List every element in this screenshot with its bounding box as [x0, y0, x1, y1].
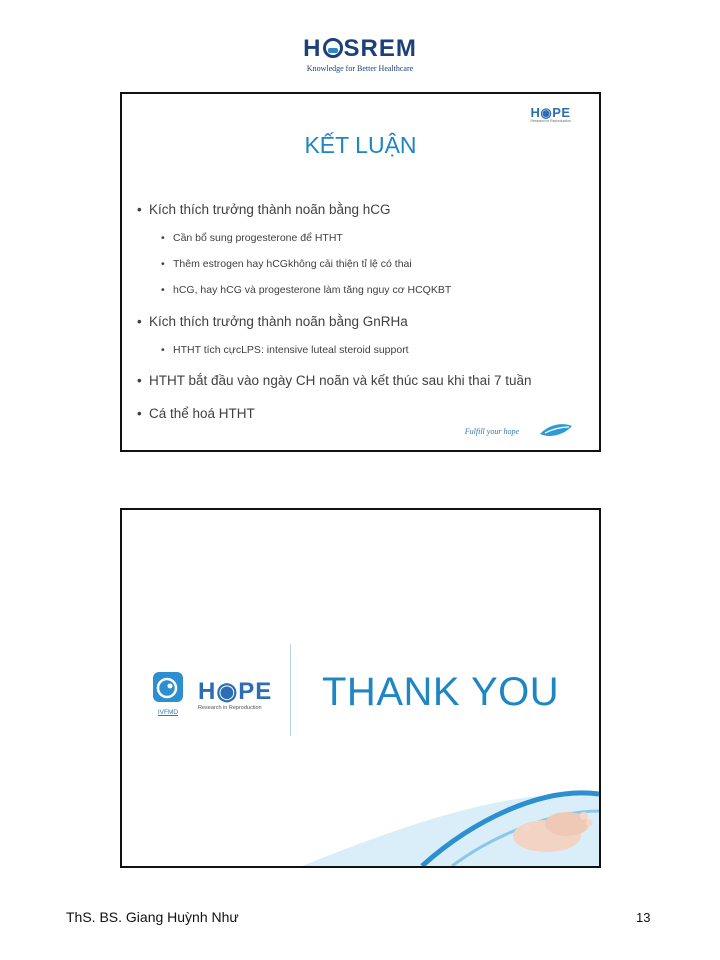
hosrem-wordmark: [290, 36, 430, 62]
slide-thank-you: [120, 508, 601, 868]
bullet-list: [136, 200, 589, 424]
hope-logo-word: H◉PE: [198, 678, 273, 705]
hope-logo-sub: Research in Reproduction: [530, 119, 571, 123]
logo-letter-h: H: [303, 35, 322, 62]
thank-you-heading: THANK YOU: [322, 670, 560, 714]
author-name: ThS. BS. Giang Huỳnh Như: [66, 909, 239, 925]
sub-bullet-item: • Thêm estrogen hay hCGkhông cải thiện tỉ lệ có thai: [136, 256, 589, 272]
hope-logo-word: H◉PE: [530, 105, 571, 120]
bullet-item: • HTHT bắt đầu vào ngày CH noãn và kết thúc sau khi thai 7 tuần: [136, 371, 589, 391]
sub-bullet-item: • hCG, hay hCG và progesterone làm tăng nguy cơ HCQKBT: [136, 282, 589, 298]
baby-feet-swoosh-graphic: [122, 766, 599, 866]
leaf-icon: [539, 422, 573, 440]
bullet-item: • Kích thích trưởng thành noãn bằng GnRHa: [136, 312, 589, 332]
slide-title: KẾT LUẬN: [304, 132, 417, 158]
hope-logo-sub: Research in Reproduction: [198, 705, 262, 711]
sub-bullet-item: • HTHT tích cựcLPS: intensive luteal steroid support: [136, 342, 589, 358]
slide-conclusion: [120, 92, 601, 452]
bullet-item: • Kích thích trưởng thành noãn bằng hCG: [136, 200, 589, 220]
hosrem-logo: [290, 36, 430, 73]
hope-logo-small: [531, 106, 571, 124]
bullet-item: • Cá thể hoá HTHT: [136, 404, 589, 424]
page-number: 13: [636, 910, 651, 925]
ivfmd-logo-icon: [152, 671, 184, 711]
ivfmd-label: IVFMD: [157, 709, 179, 716]
logo-letters-srem: SREM: [343, 35, 417, 62]
logo-globe-icon: [323, 38, 343, 58]
hosrem-tagline: Knowledge for Better Healthcare: [306, 64, 414, 73]
hope-logo-large: [198, 680, 272, 711]
divider-line: [290, 644, 291, 736]
slogan-text: Fulfill your hope: [464, 427, 519, 436]
sub-bullet-item: • Cần bổ sung progesterone để HTHT: [136, 230, 589, 246]
